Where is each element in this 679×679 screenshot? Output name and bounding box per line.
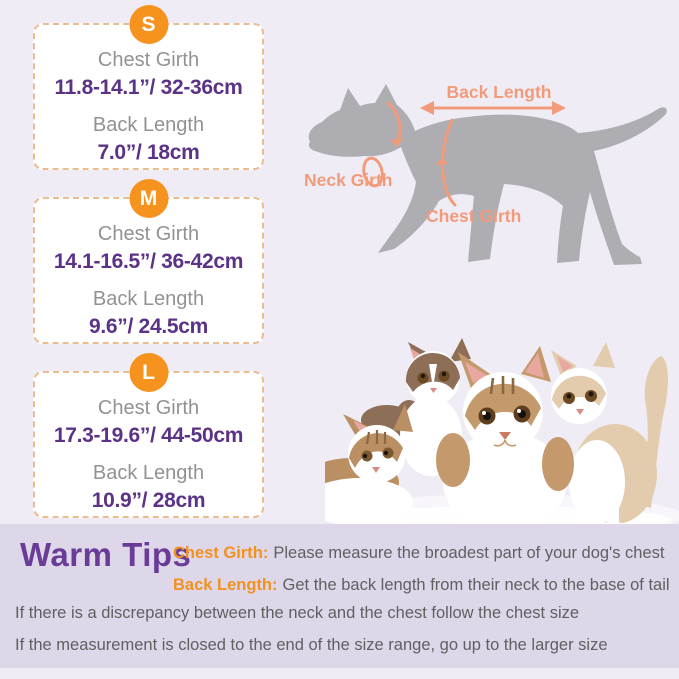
kittens-photo — [325, 336, 679, 532]
warm-tips-section — [0, 524, 679, 668]
chest-girth-label: Chest Girth — [97, 49, 200, 71]
chest-girth-label: Chest Girth — [97, 223, 200, 245]
back-length-label: Back Length — [92, 114, 205, 137]
size-card-s — [33, 12, 264, 170]
diagram-chest-girth-label: Chest Girth — [426, 206, 522, 226]
tip-back-length — [173, 576, 670, 595]
tip-chest-girth — [173, 544, 664, 563]
chest-girth-value: 17.3-19.6”/ 44-50cm — [53, 424, 244, 447]
tip-chest-girth-text: Please measure the broadest part of your dog's chest — [273, 544, 665, 562]
tip-back-length-text: Get the back length from their neck to the base of tail — [282, 576, 670, 594]
tip-chest-girth-term: Chest Girth: — [173, 544, 269, 562]
chest-girth-label: Chest Girth — [97, 397, 200, 419]
tip-note-discrepancy: If there is a discrepancy between the neck and the chest follow the chest size — [15, 604, 580, 622]
measurement-diagram — [298, 66, 679, 278]
warm-tips-heading: Warm Tips — [20, 536, 192, 573]
size-badge-m: M — [129, 179, 168, 218]
tip-back-length-term: Back Length: — [173, 576, 278, 594]
back-length-label: Back Length — [92, 288, 205, 311]
diagram-back-length-label: Back Length — [446, 82, 552, 102]
back-length-value: 7.0”/ 18cm — [97, 141, 200, 165]
chest-girth-value: 14.1-16.5”/ 36-42cm — [53, 250, 244, 273]
size-card-l — [33, 360, 264, 518]
back-length-label: Back Length — [92, 462, 205, 485]
chest-girth-value: 11.8-14.1”/ 32-36cm — [54, 76, 243, 99]
diagram-neck-girth-label: Neck Girth — [304, 170, 393, 190]
tip-note-size-up: If the measurement is closed to the end of the size range, go up to the larger size — [15, 636, 608, 654]
size-card-m — [33, 186, 264, 344]
size-badge-s: S — [129, 5, 168, 44]
size-badge-l: L — [129, 353, 168, 392]
back-length-value: 9.6”/ 24.5cm — [89, 315, 208, 339]
back-length-value: 10.9”/ 28cm — [91, 489, 206, 513]
